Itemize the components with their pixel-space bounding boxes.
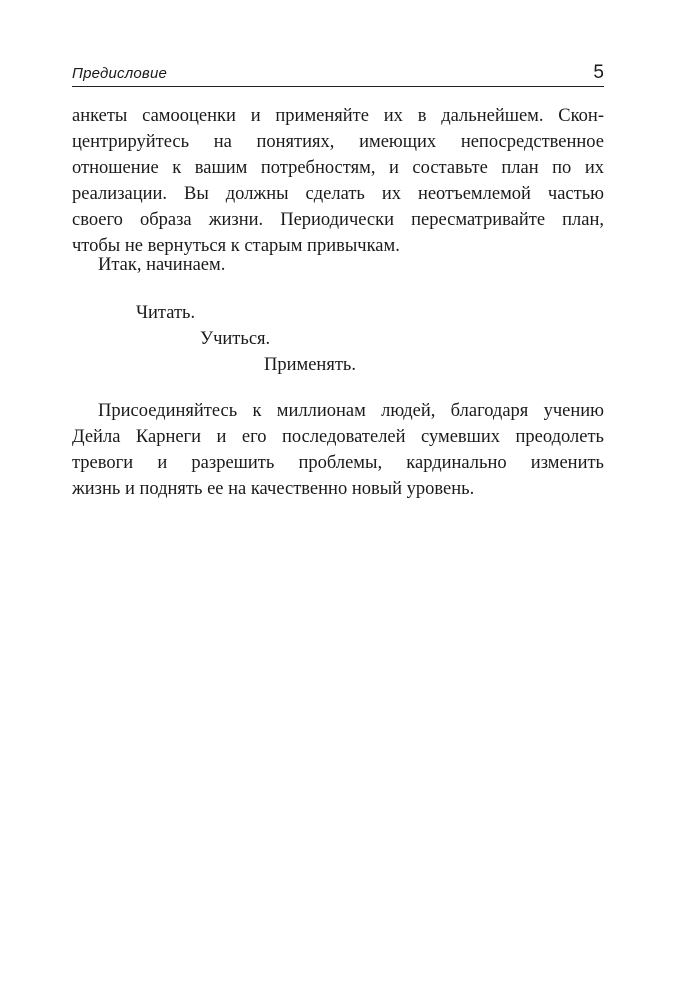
text-line: чтобы не вернуться к старым привычкам.: [72, 236, 400, 256]
body-paragraph-1: [72, 103, 604, 259]
section-title: Предисловие: [72, 65, 168, 82]
motto-line-read: Читать.: [136, 303, 196, 323]
running-header: [72, 62, 604, 87]
text-line: тревоги и разрешить проблемы, кардинально изменить: [72, 453, 604, 473]
text-line: анкеты самооценки и применяйте их в дальнейшем. Скон-: [72, 106, 604, 126]
motto-line-apply: Применять.: [264, 355, 356, 375]
text-line: отношение к вашим потребностям, и составьте план по их: [72, 158, 604, 178]
page-number: 5: [593, 62, 604, 83]
text-line: Присоединяйтесь к миллионам людей, благодаря учению: [98, 401, 604, 421]
text-line: Итак, начинаем.: [98, 255, 226, 275]
text-line: жизнь и поднять ее на качественно новый уровень.: [72, 479, 475, 499]
text-line: своего образа жизни. Периодически пересматривайте план,: [72, 210, 604, 230]
body-paragraph-2: [72, 252, 604, 278]
text-line: Дейла Карнеги и его последователей сумевших преодолеть: [72, 427, 604, 447]
text-line: реализации. Вы должны сделать их неотъемлемой частью: [72, 184, 604, 204]
body-paragraph-3: [72, 398, 604, 502]
text-line: центрируйтесь на понятиях, имеющих непосредственное: [72, 132, 604, 152]
motto-line-learn: Учиться.: [200, 329, 271, 349]
